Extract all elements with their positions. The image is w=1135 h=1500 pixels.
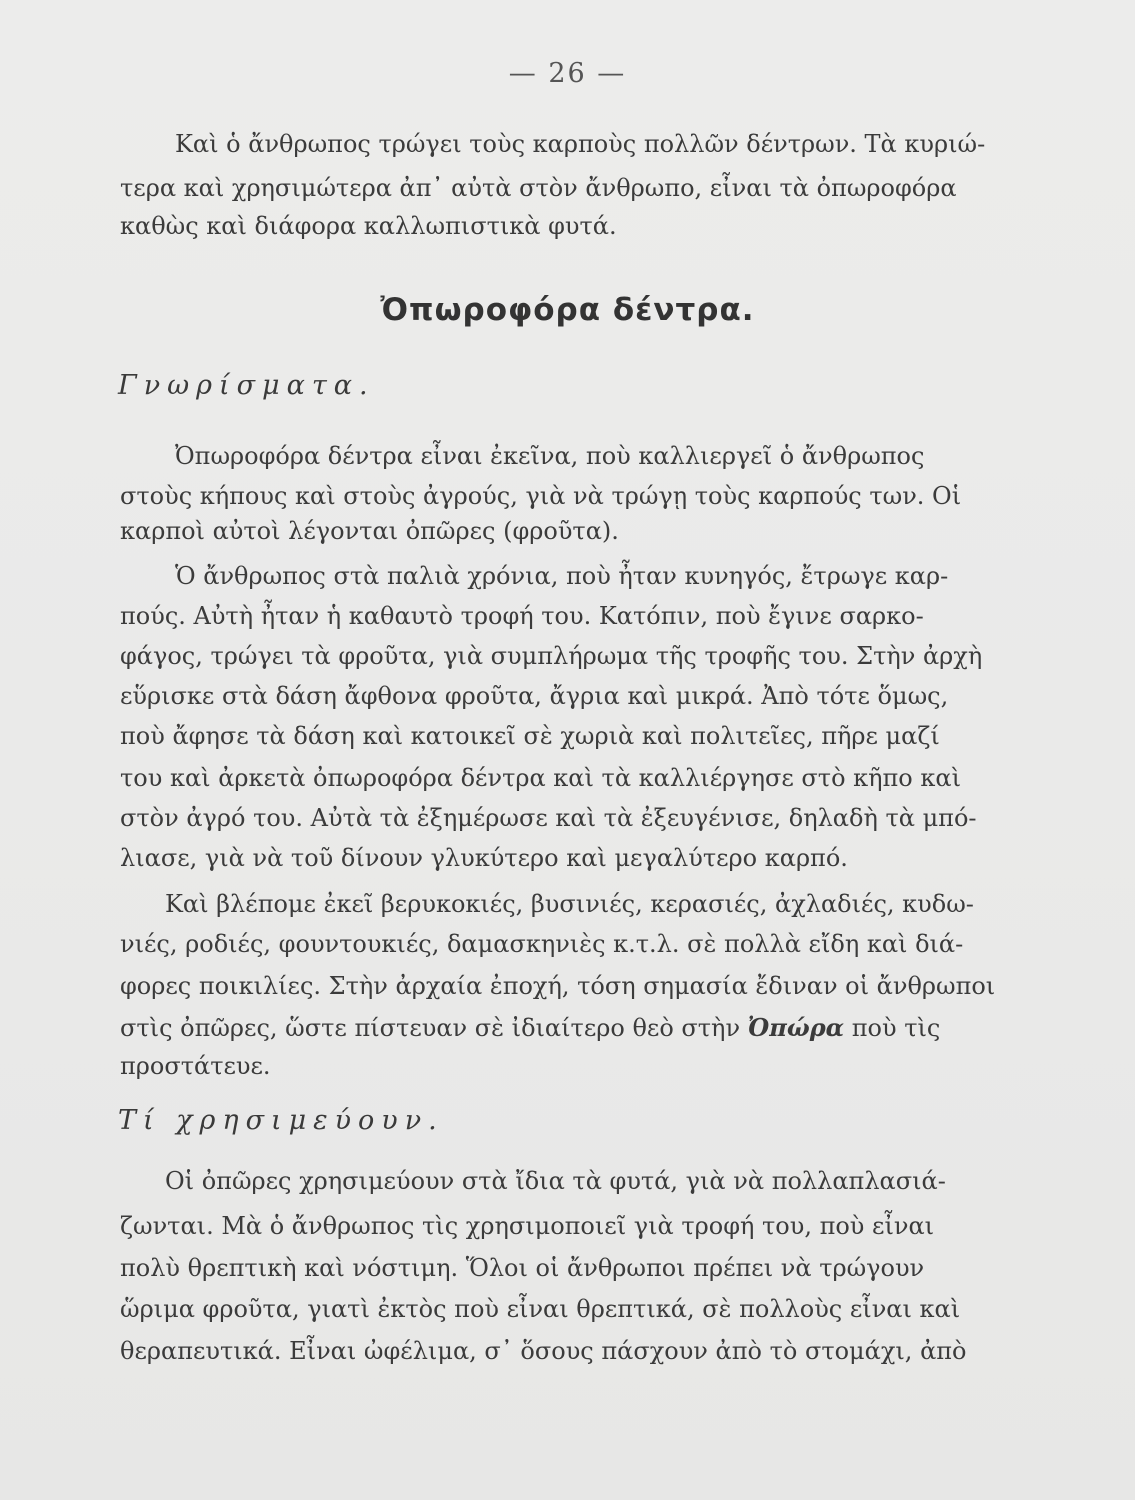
features-line-15 bbox=[120, 1012, 1040, 1044]
page-number: — 26 — bbox=[508, 58, 627, 89]
intro-line-1: Καὶ ὁ ἄνθρωπος τρώγει τοὺς καρποὺς πολλῶν δέντρων. Τὰ κυριώ- bbox=[175, 130, 986, 158]
intro-line-2: τερα καὶ χρησιμώτερα ἀπ᾿ αὐτὰ στὸν ἄνθρωπο, εἶναι τὰ ὀπωροφόρα bbox=[120, 174, 957, 202]
features-line-8: ποὺ ἄφησε τὰ δάση καὶ κατοικεῖ σὲ χωριὰ καὶ πολιτεῖες, πῆρε μαζί bbox=[120, 722, 940, 750]
uses-line-4: ὥριμα φροῦτα, γιατὶ ἐκτὸς ποὺ εἶναι θρεπτικά, σὲ πολλοὺς εἶναι καὶ bbox=[120, 1295, 961, 1323]
features-line-4: Ὁ ἄνθρωπος στὰ παλιὰ χρόνια, ποὺ ἦταν κυνηγός, ἔτρωγε καρ- bbox=[175, 562, 949, 590]
features-line-5: πούς. Αὐτὴ ἦταν ἡ καθαυτὸ τροφή του. Κατόπιν, ποὺ ἔγινε σαρκο- bbox=[120, 602, 924, 630]
features-line-13: νιές, ροδιές, φουντουκιές, δαμασκηνιὲς κ.τ.λ. σὲ πολλὰ εἴδη καὶ διά- bbox=[120, 930, 964, 958]
features-line-6: φάγος, τρώγει τὰ φροῦτα, γιὰ συμπλήρωμα τῆς τροφῆς του. Στὴν ἀρχὴ bbox=[120, 642, 983, 670]
features-line-11: λιασε, γιὰ νὰ τοῦ δίνουν γλυκύτερο καὶ μεγαλύτερο καρπό. bbox=[120, 844, 848, 872]
heading-uses: Τί χρησιμεύουν. bbox=[118, 1105, 444, 1136]
features-line-15-text: στὶς ὀπῶρες, ὥστε πίστευαν σὲ ἰδιαίτερο θεὸ στὴν bbox=[120, 1014, 741, 1042]
uses-line-2: ζωνται. Μὰ ὁ ἄνθρωπος τὶς χρησιμοποιεῖ γιὰ τροφή του, ποὺ εἶναι bbox=[120, 1212, 935, 1240]
features-line-16: προστάτευε. bbox=[120, 1052, 271, 1080]
features-line-10: στὸν ἀγρό του. Αὐτὰ τὰ ἐξημέρωσε καὶ τὰ ἐξευγένισε, δηλαδὴ τὰ μπό- bbox=[120, 804, 977, 832]
uses-line-3: πολὺ θρεπτικὴ καὶ νόστιμη. Ὅλοι οἱ ἄνθρωποι πρέπει νὰ τρώγουν bbox=[120, 1254, 925, 1282]
heading-features: Γνωρίσματα. bbox=[118, 370, 375, 401]
features-line-3: καρποὶ αὐτοὶ λέγονται ὀπῶρες (φροῦτα). bbox=[120, 517, 619, 545]
features-line-2: στοὺς κήπους καὶ στοὺς ἀγρούς, γιὰ νὰ τρώγῃ τοὺς καρπούς των. Οἱ bbox=[120, 482, 962, 510]
features-line-1: Ὀπωροφόρα δέντρα εἶναι ἐκεῖνα, ποὺ καλλιεργεῖ ὁ ἄνθρωπος bbox=[175, 442, 925, 470]
features-line-7: εὕρισκε στὰ δάση ἄφθονα φροῦτα, ἄγρια καὶ μικρά. Ἀπὸ τότε ὅμως, bbox=[120, 682, 949, 710]
features-line-15-end: ποὺ τὶς bbox=[851, 1014, 941, 1042]
intro-line-3: καθὼς καὶ διάφορα καλλωπιστικὰ φυτά. bbox=[120, 212, 617, 240]
opora-name: Ὀπώρα bbox=[747, 1013, 845, 1042]
uses-line-5: θεραπευτικά. Εἶναι ὠφέλιμα, σ᾿ ὅσους πάσχουν ἀπὸ τὸ στομάχι, ἀπὸ bbox=[120, 1337, 967, 1365]
section-title: Ὀπωροφόρα δέντρα. bbox=[380, 292, 755, 328]
features-line-14: φορες ποικιλίες. Στὴν ἀρχαία ἐποχή, τόση σημασία ἔδιναν οἱ ἄνθρωποι bbox=[120, 972, 996, 1000]
features-line-12: Καὶ βλέπομε ἐκεῖ βερυκοκιές, βυσινιές, κερασιές, ἀχλαδιές, κυδω- bbox=[165, 890, 974, 918]
features-line-9: του καὶ ἀρκετὰ ὀπωροφόρα δέντρα καὶ τὰ καλλιέργησε στὸ κῆπο καὶ bbox=[120, 764, 961, 792]
uses-line-1: Οἱ ὀπῶρες χρησιμεύουν στὰ ἴδια τὰ φυτά, γιὰ νὰ πολλαπλασιά- bbox=[165, 1167, 946, 1195]
